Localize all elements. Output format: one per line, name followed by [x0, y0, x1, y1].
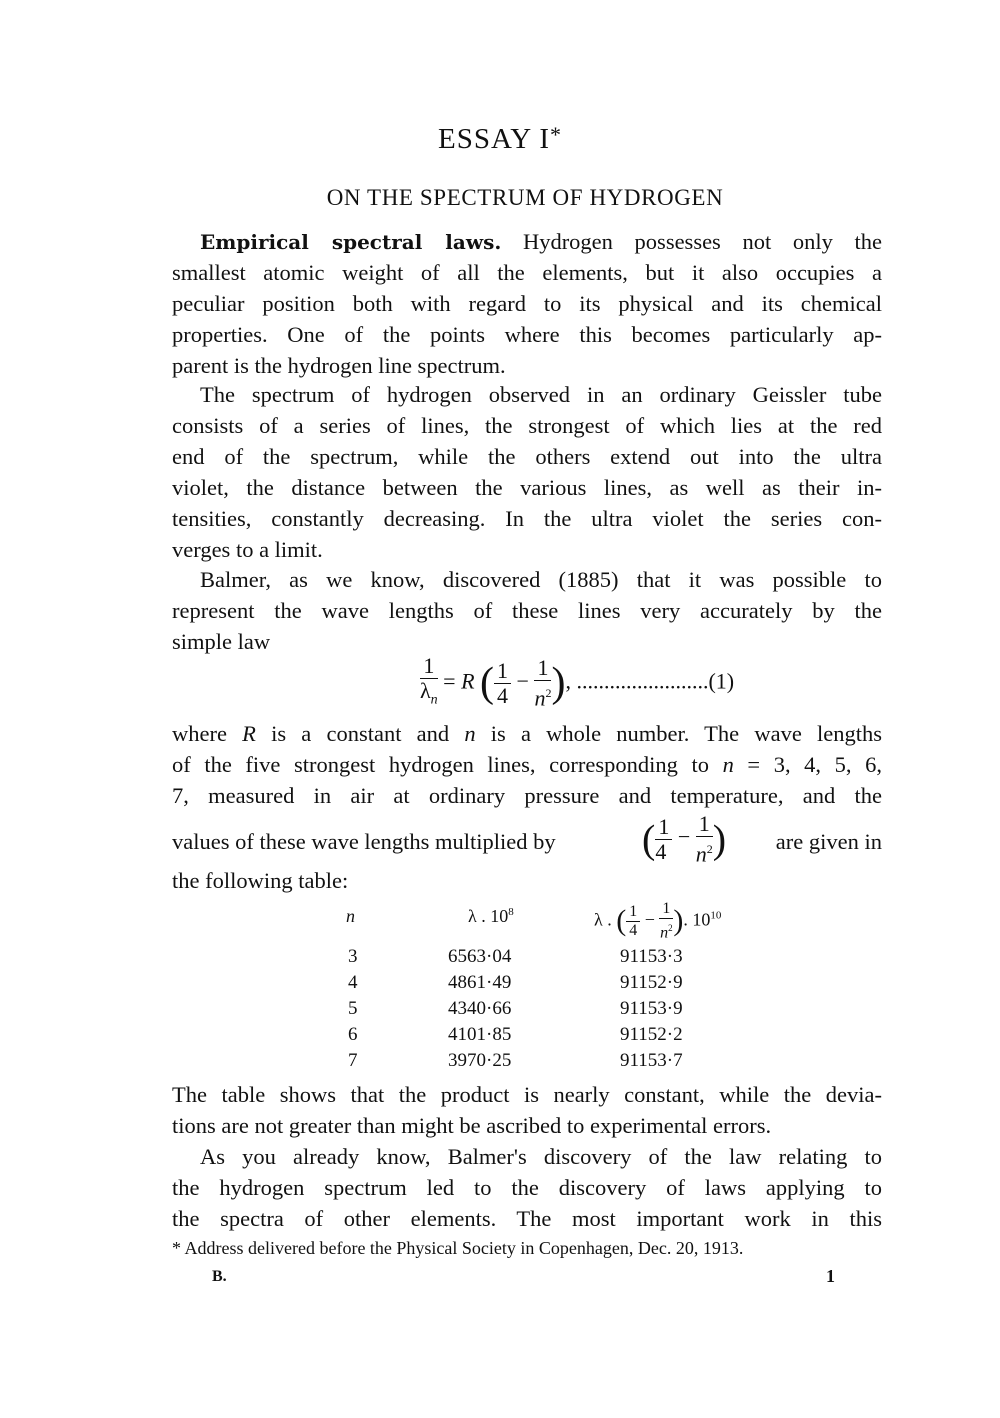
paragraph-table-conclusion: The table shows that the product is nearly constant, while the devia- tions are not greater than might be ascribed to experimental errors. — [172, 1082, 882, 1138]
table-row: 6 4101·85 91152·2 — [348, 1024, 683, 1045]
fraction-one-over-n-squared: $\frac{1}{n^2}$ — [534, 655, 552, 711]
page-number: 1 — [826, 1266, 835, 1286]
paragraph-heading: Empirical spectral laws. — [200, 230, 502, 254]
table-row: 3 6563·04 91153·3 — [348, 946, 683, 967]
paragraph-balmer: Balmer, as we know, discovered (1885) that it was possible to represent the wave lengths of these lines very accurately by the simple law — [172, 567, 882, 654]
table-header-product: λ . ( $\frac{1}{4}$ − $\frac{1}{n^2}$ ). $10^{10}$ — [594, 900, 722, 942]
equation-number: , ........................(1) — [565, 668, 735, 694]
paragraph-spectrum-description: The spectrum of hydrogen observed in an ordinary Geissler tube consists of a series of lines, the strongest of which lies at the red end of the spectrum, while the others extend out into the ultra violet, the distance between the various lines, as well as their in- tensities, constantly decreasing. In the ultra violet the series con- verges to a limit. — [172, 382, 882, 562]
essay-title: ESSAY I* — [437, 122, 563, 155]
fraction-one-quarter: $\frac{1}{4}$ — [494, 659, 511, 708]
signature-mark: B. — [212, 1268, 227, 1285]
inline-fraction-expression: ( $\frac{1}{4}$ − $\frac{1}{n^2}$ ) — [642, 811, 727, 867]
table-row: 5 4340·66 91153·9 — [348, 998, 683, 1019]
table-header-lambda: λ . $10^8$ — [468, 906, 514, 926]
fraction-lhs: $\frac{1}{\lambda_n}$ — [420, 653, 438, 708]
section-title: ON THE SPECTRUM OF HYDROGEN — [326, 185, 724, 210]
table-row: 4 4861·49 91152·9 — [348, 972, 683, 993]
paragraph-multiplied-line: values of these wave lengths multiplied by ( $\frac{1}{4}$ − $\frac{1}{n^2}$ ) are given in — [172, 811, 882, 867]
paragraph-where-r-constant: where R is a constant and n is a whole number. The wave lengths of the five strongest hydrogen lines, corresponding to n = 3, 4, 5, 6, 7, measured in air at ordinary pressure and temperature, and the — [172, 721, 883, 808]
table-row: 7 3970·25 91153·7 — [348, 1050, 683, 1071]
balmer-equation: $\frac{1}{\lambda_n}$ = R ( $\frac{1}{4}$ − $\frac{1}{n^2}$ ), ........................(1) — [420, 654, 890, 714]
paragraph-balmer-discovery: As you already know, Balmer's discovery of the law relating to the hydrogen spectrum led to the discovery of laws applying to the spectra of other elements. The most important work in this — [172, 1144, 882, 1231]
paragraph-following-table: the following table: — [172, 868, 349, 893]
table-header-n: n — [346, 906, 355, 926]
paragraph-empirical-laws: Empirical spectral laws. Hydrogen possesses not only the smallest atomic weight of all the elements, but it also occupies a peculiar position both with regard to its physical and its chemical properties. One of the points where this becomes particularly ap- parent is the hydrogen line spectrum. — [172, 229, 882, 378]
footnote: * Address delivered before the Physical Society in Copenhagen, Dec. 20, 1913. — [172, 1238, 744, 1258]
